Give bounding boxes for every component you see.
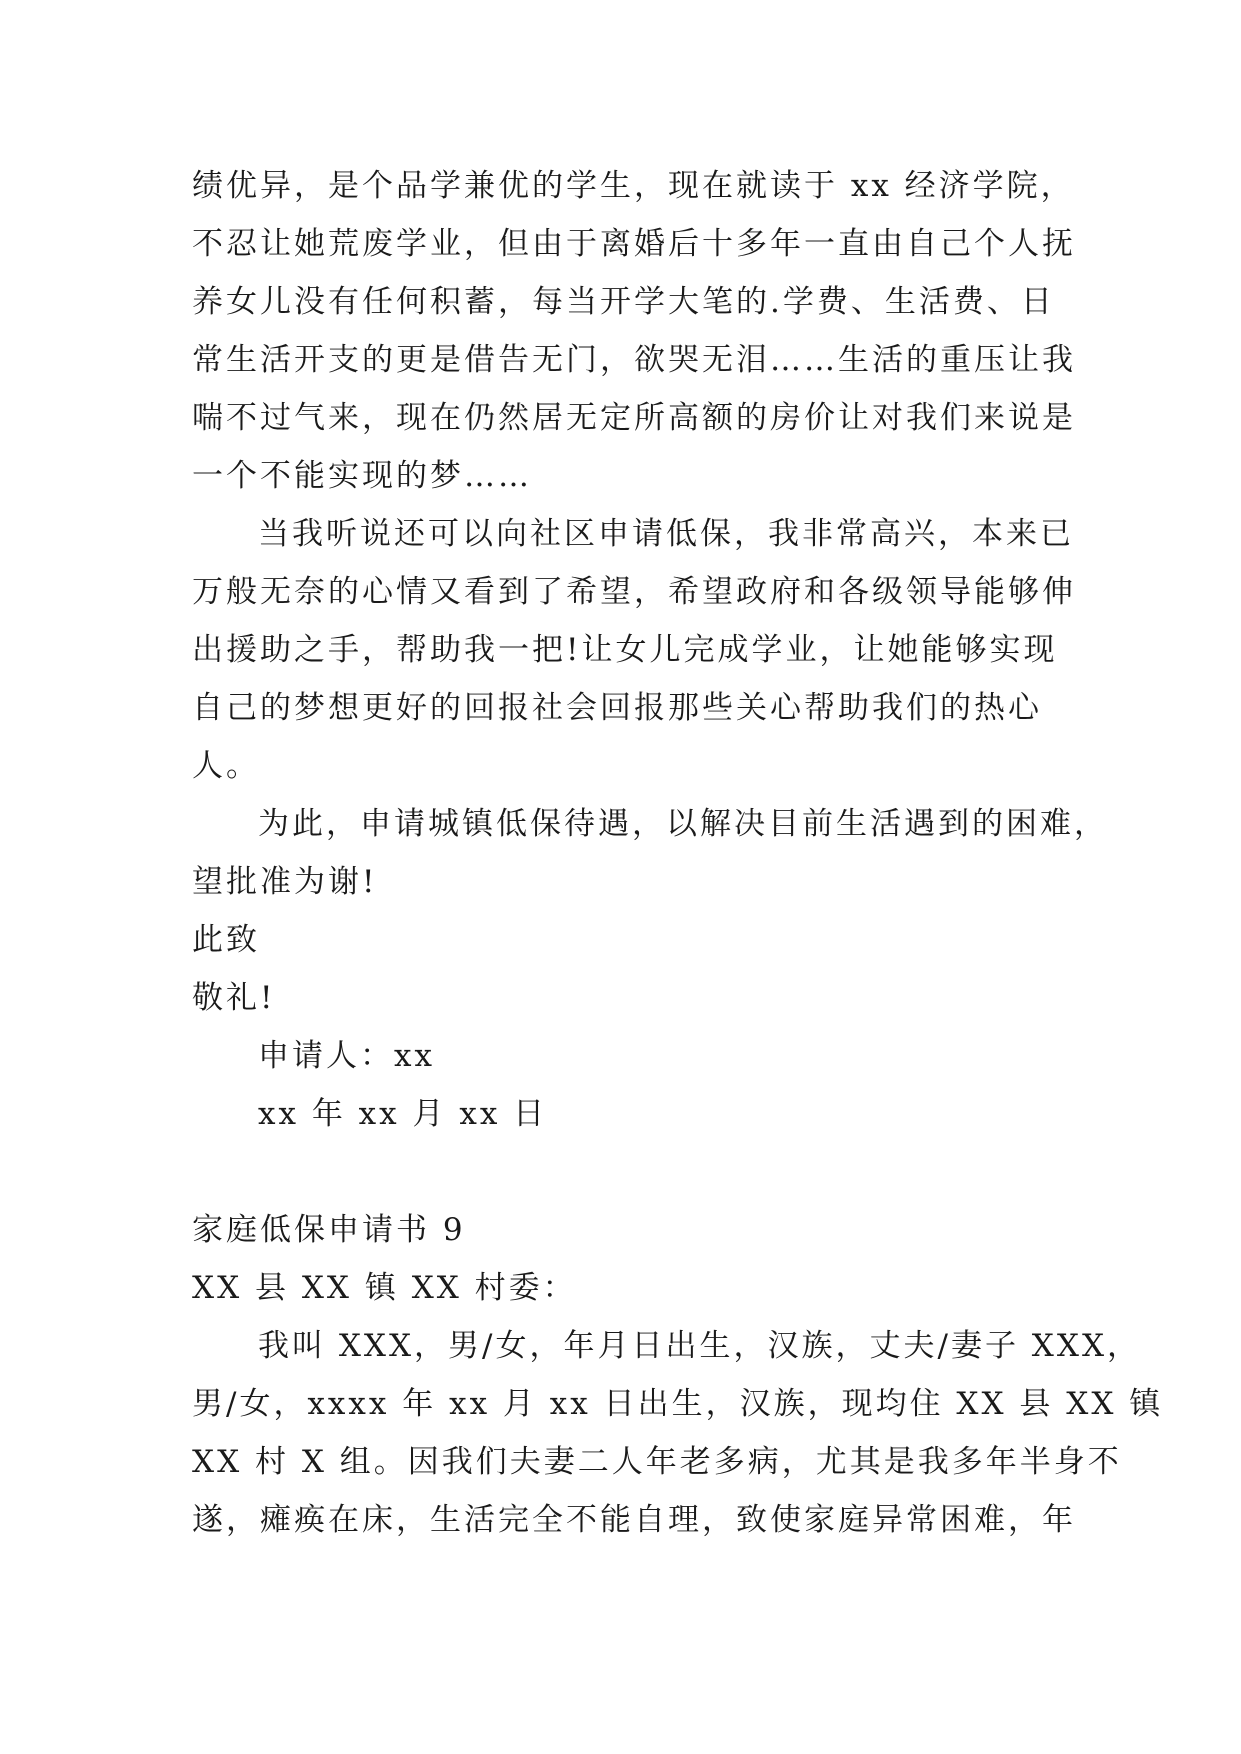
body-line: XX 村 X 组。因我们夫妻二人年老多病，尤其是我多年半身不 xyxy=(192,1444,1122,1480)
body-line: 为此，申请城镇低保待遇，以解决目前生活遇到的困难， xyxy=(258,806,1108,842)
closing-salutation: 此致 xyxy=(192,922,260,958)
letter-date: xx 年 xx 月 xx 日 xyxy=(258,1096,548,1132)
body-line: 我叫 XXX，男/女，年月日出生，汉族，丈夫/妻子 XXX， xyxy=(258,1328,1142,1364)
body-line: 常生活开支的更是借告无门，欲哭无泪……生活的重压让我 xyxy=(192,342,1076,378)
body-line: 养女儿没有任何积蓄，每当开学大笔的.学费、生活费、日 xyxy=(192,284,1055,320)
body-line: 不忍让她荒废学业，但由于离婚后十多年一直由自己个人抚 xyxy=(192,226,1076,262)
body-line: 当我听说还可以向社区申请低保，我非常高兴，本来已 xyxy=(258,516,1074,552)
body-line: 遂，瘫痪在床，生活完全不能自理，致使家庭异常困难，年 xyxy=(192,1502,1076,1538)
body-line: 一个不能实现的梦…… xyxy=(192,458,532,494)
body-line: 望批准为谢! xyxy=(192,864,378,900)
body-line: 万般无奈的心情又看到了希望，希望政府和各级领导能够伸 xyxy=(192,574,1076,610)
body-line: 绩优异，是个品学兼优的学生，现在就读于 xx 经济学院， xyxy=(192,168,1075,204)
body-line: 出援助之手，帮助我一把!让女儿完成学业，让她能够实现 xyxy=(192,632,1058,668)
applicant-signature: 申请人：xx xyxy=(258,1038,435,1074)
body-line: 男/女，xxxx 年 xx 月 xx 日出生，汉族，现均住 XX 县 XX 镇 xyxy=(192,1386,1164,1422)
addressee: XX 县 XX 镇 XX 村委： xyxy=(192,1270,577,1306)
body-line: 喘不过气来，现在仍然居无定所高额的房价让对我们来说是 xyxy=(192,400,1076,436)
section-heading: 家庭低保申请书 9 xyxy=(192,1212,466,1248)
body-line: 人。 xyxy=(192,748,260,784)
closing-regards: 敬礼! xyxy=(192,980,276,1016)
body-line: 自己的梦想更好的回报社会回报那些关心帮助我们的热心 xyxy=(192,690,1042,726)
